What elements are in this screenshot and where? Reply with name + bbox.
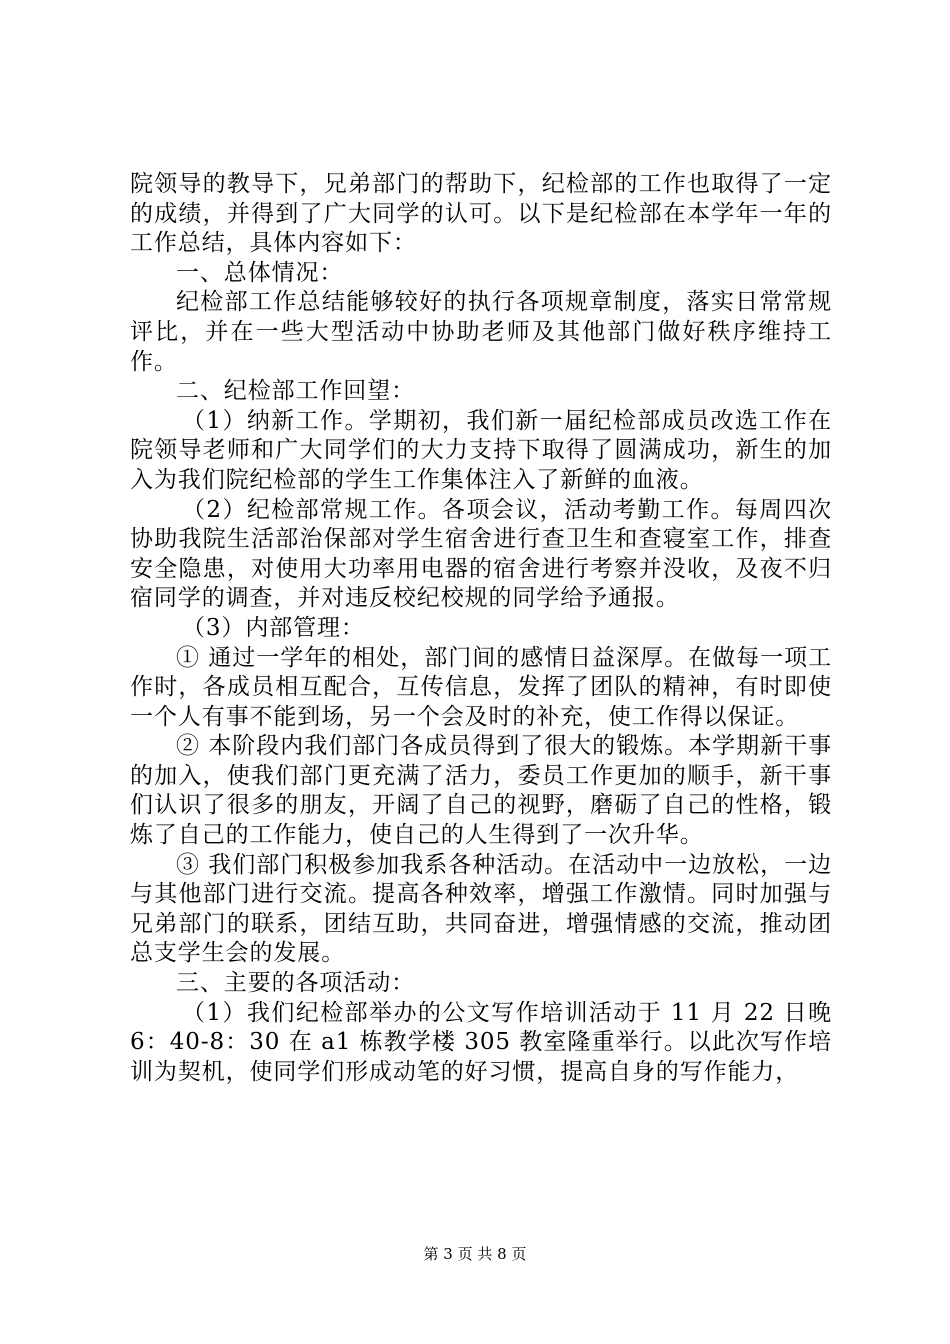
heading-internal-management: （3）内部管理： [182,614,365,641]
heading-work-review: 二、纪检部工作回望： [176,378,415,405]
paragraph-1: 院领导的教导下，兄弟部门的帮助下，纪检部的工作也取得了一定的成绩，并得到了广大同学的认可。以下是纪检部在本学年一年的工作总结，具体内容如下： [130,171,832,257]
paragraph-recruitment: （1）纳新工作。学期初，我们新一届纪检部成员改选工作在院领导老师和广大同学们的大力支持下取得了圆满成功，新生的加入为我们院纪检部的学生工作集体注入了新鲜的血液。 [130,407,832,493]
document-body [130,170,832,1087]
paragraph-management-3: ③ 我们部门积极参加我系各种活动。在活动中一边放松，一边与其他部门进行交流。提高各种效率，增强工作激情。同时加强与兄弟部门的联系，团结互助，共同奋进，增强情感的交流，推动团总支学生会的发展。 [130,851,832,967]
heading-main-activities: 三、主要的各项活动： [176,970,415,997]
heading-overall-situation: 一、总体情况： [176,259,344,286]
paragraph-routine-work: （2）纪检部常规工作。各项会议，活动考勤工作。每周四次协助我院生活部治保部对学生宿舍进行查卫生和查寝室工作，排查安全隐患，对使用大功率用电器的宿舍进行考察并没收，及夜不归宿同学的调查，并对违反校纪校规的同学给予通报。 [130,496,832,612]
paragraph-management-2: ② 本阶段内我们部门各成员得到了很大的锻炼。本学期新干事的加入，使我们部门更充满了活力，委员工作更加的顺手，新干事们认识了很多的朋友，开阔了自己的视野，磨砺了自己的性格，锻炼了自己的工作能力，使自己的人生得到了一次升华。 [130,733,832,849]
paragraph-overall-situation: 纪检部工作总结能够较好的执行各项规章制度，落实日常常规评比，并在一些大型活动中协助老师及其他部门做好秩序维持工作。 [130,289,832,375]
page-footer: 第 3 页 共 8 页 [423,1245,527,1263]
paragraph-activity-1: （1）我们纪检部举办的公文写作培训活动于 11 月 22 日晚 6：40-8：30 在 a1 栋教学楼 305 教室隆重举行。以此次写作培训为契机，使同学们形成动笔的好习惯，提高自身的写作能力， [130,999,832,1085]
paragraph-management-1: ① 通过一学年的相处，部门间的感情日益深厚。在做每一项工作时，各成员相互配合，互传信息，发挥了团队的精神，有时即使一个人有事不能到场，另一个会及时的补充，使工作得以保证。 [130,644,832,730]
